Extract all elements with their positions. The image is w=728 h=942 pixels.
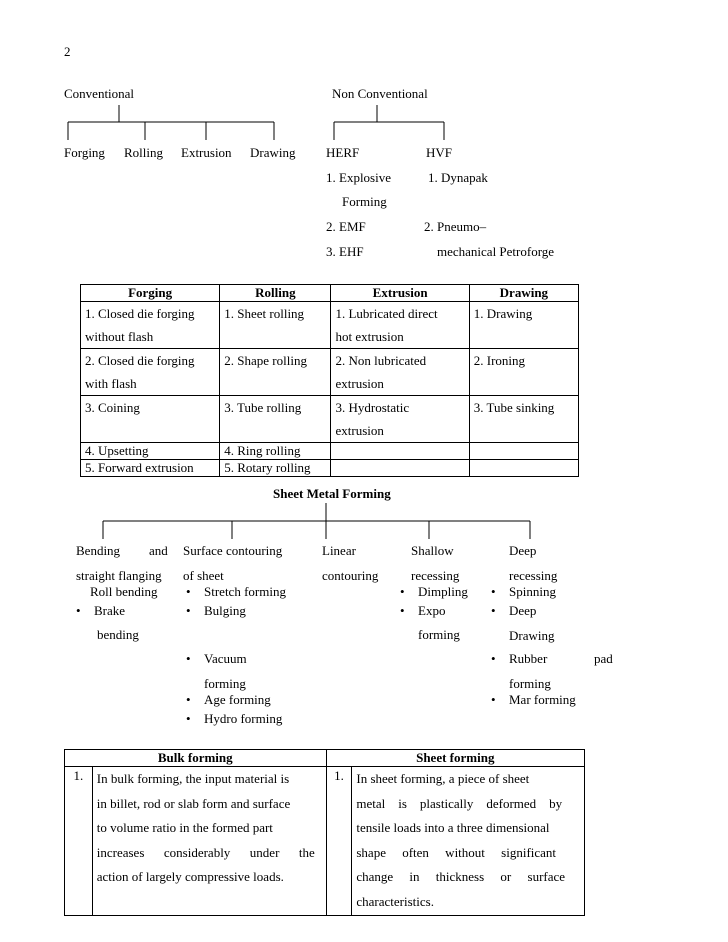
and-label: and — [149, 543, 168, 558]
text-line: in billet, rod or slab form and surface — [96, 795, 291, 811]
brake-item: • Brake — [76, 603, 125, 618]
table-cell — [331, 460, 469, 477]
table-cell: 1. Lubricated direct hot extrusion — [331, 302, 469, 349]
spinning-item: • Spinning — [491, 584, 556, 599]
text-line: metal is plastically deformed by — [356, 795, 563, 811]
extrusion-label: Extrusion — [181, 145, 232, 160]
deep-label: Deep — [509, 543, 537, 558]
table-cell: 3. Hydrostatic extrusion — [331, 396, 469, 443]
expo-forming-cont: forming — [418, 627, 460, 642]
non-conventional-label: Non Conventional — [332, 86, 428, 101]
table-cell: 4. Ring rolling — [220, 443, 331, 460]
herf-item: Forming — [342, 194, 387, 209]
herf-item: 2. EMF — [326, 219, 366, 234]
table-cell: 2. Non lubricated extrusion — [331, 349, 469, 396]
table-cell: 4. Upsetting — [81, 443, 220, 460]
table-header: Drawing — [469, 285, 578, 302]
hvf-item: 2. Pneumo– — [424, 219, 487, 234]
text-line: In sheet forming, a piece of sheet — [356, 771, 530, 786]
table-cell: 2. Closed die forging with flash — [81, 349, 220, 396]
text-line: action of largely compressive loads. — [96, 869, 284, 885]
text-line: change in thickness or surface — [356, 869, 566, 885]
bulging-item: • Bulging — [186, 603, 246, 618]
table-cell: 3. Tube rolling — [220, 396, 331, 443]
drawing-label: Drawing — [250, 145, 296, 160]
row-number: 1. — [326, 767, 352, 916]
process-table — [80, 284, 579, 477]
table-header: Rolling — [220, 285, 331, 302]
mar-forming-item: • Mar forming — [491, 692, 576, 707]
table-cell: 1. Drawing — [469, 302, 578, 349]
bulk-forming-text — [92, 767, 326, 916]
table-cell: 2. Ironing — [469, 349, 578, 396]
table-row — [65, 767, 585, 916]
table-cell: 3. Tube sinking — [469, 396, 578, 443]
shallow-label: Shallow — [411, 543, 454, 558]
rolling-label: Rolling — [124, 145, 164, 160]
deep-recessing-label: recessing — [509, 568, 558, 583]
table-cell: 2. Shape rolling — [220, 349, 331, 396]
bending-cont: bending — [97, 627, 139, 642]
stretch-forming-item: • Stretch forming — [186, 584, 286, 599]
table-cell: 5. Forward extrusion — [81, 460, 220, 477]
table-header-row — [81, 285, 579, 302]
rubber-item: • Rubber — [491, 651, 547, 666]
table-cell — [469, 443, 578, 460]
table-row — [81, 349, 579, 396]
expo-item: • Expo — [400, 603, 445, 618]
conventional-label: Conventional — [64, 86, 135, 101]
drawing-cont: Drawing — [509, 628, 555, 643]
hvf-item: mechanical Petroforge — [437, 244, 555, 259]
herf-item: 3. EHF — [326, 244, 364, 259]
bending-label: Bending — [76, 543, 121, 558]
roll-bending-label: Roll bending — [90, 584, 158, 599]
text-line: increases considerably under the — [96, 844, 315, 860]
bulk-forming-header: Bulk forming — [65, 750, 327, 767]
text-line: tensile loads into a three dimensional — [356, 820, 550, 836]
table-cell — [331, 443, 469, 460]
of-sheet-label: of sheet — [183, 568, 224, 583]
text-line: to volume ratio in the formed part — [96, 820, 273, 836]
straight-flanging-label: straight flanging — [76, 568, 162, 583]
forging-label: Forging — [64, 145, 105, 160]
surface-contouring-label: Surface contouring — [183, 543, 283, 558]
table-row — [81, 302, 579, 349]
table-cell: 5. Rotary rolling — [220, 460, 331, 477]
table-header: Extrusion — [331, 285, 469, 302]
table-header: Forging — [81, 285, 220, 302]
text-line: In bulk forming, the input material is — [96, 771, 290, 786]
table-header-row — [65, 750, 585, 767]
text-line: shape often without significant — [356, 844, 557, 860]
hvf-label: HVF — [426, 145, 453, 160]
hydro-forming-item: • Hydro forming — [186, 711, 282, 726]
dimpling-item: • Dimpling — [400, 584, 468, 599]
sheet-forming-header: Sheet forming — [326, 750, 584, 767]
linear-label: Linear — [322, 543, 356, 558]
rubber-forming-cont: forming — [509, 676, 551, 691]
age-forming-item: • Age forming — [186, 692, 271, 707]
table-cell — [469, 460, 578, 477]
table-cell: 1. Closed die forging without flash — [81, 302, 220, 349]
table-cell: 3. Coining — [81, 396, 220, 443]
vacuum-item: • Vacuum — [186, 651, 247, 666]
pad-label: pad — [594, 651, 613, 666]
text-line: characteristics. — [356, 893, 434, 909]
table-row — [81, 396, 579, 443]
herf-label: HERF — [326, 145, 360, 160]
bulk-sheet-table — [64, 749, 585, 916]
deep-item: • Deep — [491, 603, 536, 618]
table-row — [81, 460, 579, 477]
page-number: 2 — [64, 44, 71, 59]
recessing-label: recessing — [411, 568, 460, 583]
hvf-item: 1. Dynapak — [428, 170, 488, 185]
row-number: 1. — [65, 767, 93, 916]
table-cell: 1. Sheet rolling — [220, 302, 331, 349]
contouring-label: contouring — [322, 568, 379, 583]
vacuum-forming-cont: forming — [204, 676, 246, 691]
herf-item: 1. Explosive — [326, 170, 391, 185]
table-row — [81, 443, 579, 460]
sheet-metal-title: Sheet Metal Forming — [273, 486, 391, 501]
sheet-forming-text — [352, 767, 585, 916]
